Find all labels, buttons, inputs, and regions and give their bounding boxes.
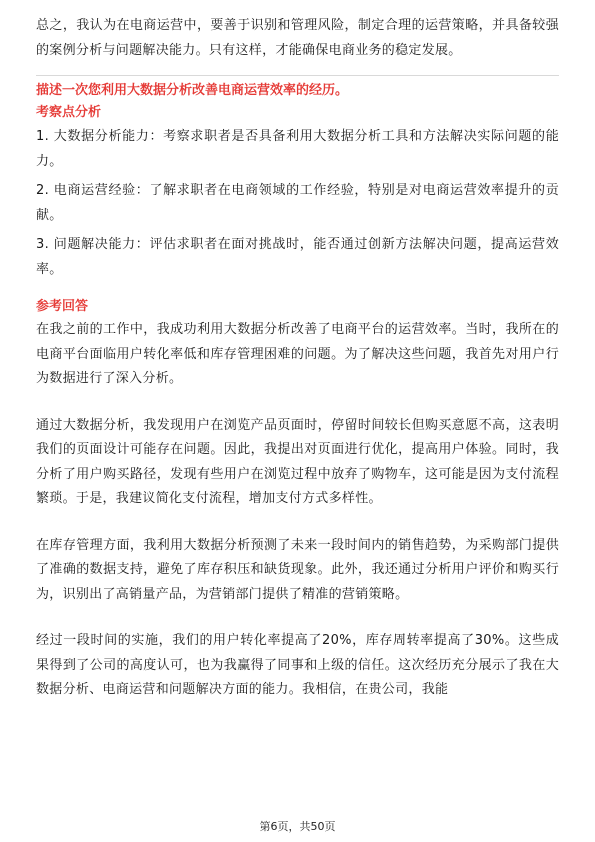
document-page (36, 14, 559, 703)
analysis-points (36, 124, 559, 282)
intro-paragraph: 总之，我认为在电商运营中，要善于识别和管理风险，制定合理的运营策略，并具备较强的案例分析与问题解决能力。只有这样，才能确保电商业务的稳定发展。 (36, 18, 559, 58)
page-number: 第6页，共50页 (259, 820, 336, 833)
section-divider (36, 75, 559, 76)
answer-paragraph: 在我之前的工作中，我成功利用大数据分析改善了电商平台的运营效率。当时，我所在的电商平台面临用户转化率低和库存管理困难的问题。为了解决这些问题，我首先对用户行为数据进行了深入分析。 (36, 322, 559, 386)
analysis-heading: 考察点分析 (36, 105, 102, 120)
analysis-point: 2. 电商运营经验：了解求职者在电商领域的工作经验，特别是对电商运营效率提升的贡献。 (36, 183, 559, 223)
answer-paragraph: 通过大数据分析，我发现用户在浏览产品页面时，停留时间较长但购买意愿不高，这表明我们的页面设计可能存在问题。因此，我提出对页面进行优化，提高用户体验。同时，我分析了用户购买路径，发现有些用户在浏览过程中放弃了购物车，这可能是因为支付流程繁琐。于是，我建议简化支付流程，增加支付方式多样性。 (36, 417, 559, 506)
analysis-point: 3. 问题解决能力：评估求职者在面对挑战时，能否通过创新方法解决问题，提高运营效率。 (36, 237, 559, 277)
interview-question: 描述一次您利用大数据分析改善电商运营效率的经历。 (36, 83, 349, 98)
analysis-point: 1. 大数据分析能力：考察求职者是否具备利用大数据分析工具和方法解决实际问题的能力。 (36, 129, 559, 169)
answer-heading: 参考回答 (36, 299, 89, 314)
answer-paragraph: 经过一段时间的实施，我们的用户转化率提高了20%，库存周转率提高了30%。这些成果得到了公司的高度认可，也为我赢得了同事和上级的信任。这次经历充分展示了我在大数据分析、电商运营和问题解决方面的能力。我相信，在贵公司，我能 (36, 633, 559, 697)
answer-paragraph: 在库存管理方面，我利用大数据分析预测了未来一段时间内的销售趋势，为采购部门提供了准确的数据支持，避免了库存积压和缺货现象。此外，我还通过分析用户评价和购买行为，识别出了高销量产品，为营销部门提供了精准的营销策略。 (36, 537, 559, 602)
